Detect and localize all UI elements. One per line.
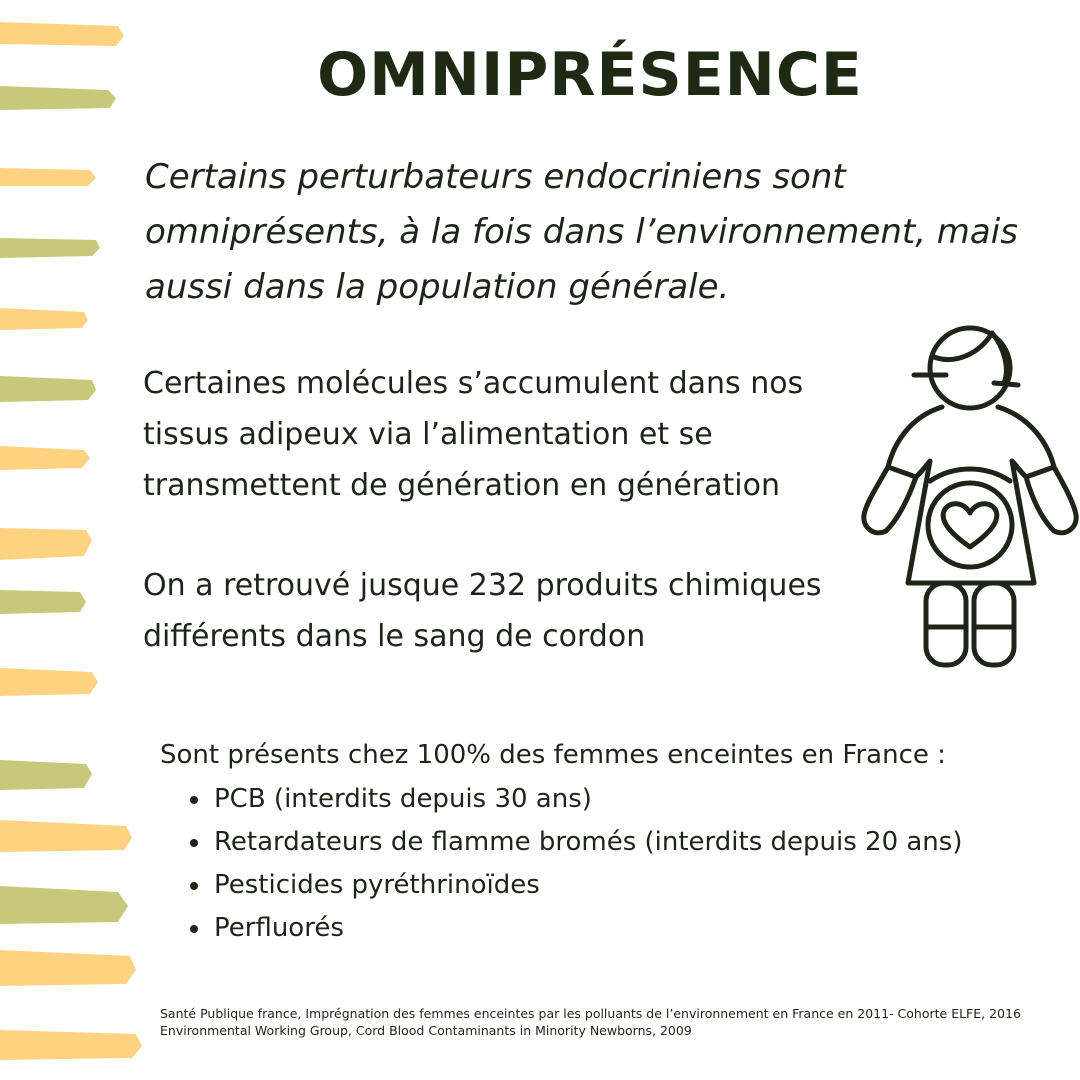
brush-stroke-yellow	[0, 668, 98, 696]
brush-stroke-green	[0, 760, 92, 790]
brush-stroke-green	[0, 886, 128, 924]
substance-list	[160, 778, 1060, 950]
brush-stroke-green	[0, 376, 96, 402]
intro-text: Certains perturbateurs endocriniens sont omniprésents, à la fois dans l’environnement, mais aussi dans la population générale.	[145, 157, 1018, 307]
page-title: OMNIPRÉSENCE	[317, 40, 863, 110]
brush-stroke-yellow	[0, 168, 96, 186]
brush-stroke-yellow	[0, 1030, 142, 1060]
brush-stroke-yellow	[0, 528, 92, 560]
list-item: • Retardateurs de flamme bromés (interdits depuis 20 ans)	[212, 821, 1060, 864]
brush-stroke-yellow	[0, 308, 88, 330]
source-citation: Santé Publique france, Imprégnation des femmes enceintes par les polluants de l’environnement en France en 2011- Cohorte ELFE, 2016	[160, 1006, 1021, 1021]
decorative-brush-strokes	[0, 0, 160, 1080]
paragraph-cord-blood: On a retrouvé jusque 232 produits chimiques différents dans le sang de cordon	[143, 568, 822, 654]
presence-section	[160, 736, 1060, 950]
pregnant-woman-heart-icon	[858, 325, 1080, 675]
brush-stroke-green	[0, 238, 100, 258]
paragraph-accumulation: Certaines molécules s’accumulent dans nos tissus adipeux via l’alimentation et se transmettent de génération en génération	[143, 366, 804, 503]
list-item: • Pesticides pyréthrinoïdes	[212, 864, 1060, 907]
brush-stroke-yellow	[0, 820, 132, 852]
sources	[160, 1005, 1065, 1039]
brush-stroke-green	[0, 590, 86, 614]
list-item: • PCB (interdits depuis 30 ans)	[212, 778, 1060, 821]
brush-stroke-yellow	[0, 446, 90, 470]
source-citation: Environmental Working Group, Cord Blood Contaminants in Minority Newborns, 2009	[160, 1023, 692, 1038]
brush-stroke-yellow	[0, 950, 136, 986]
list-item: • Perfluorés	[212, 907, 1060, 950]
presence-heading: Sont présents chez 100% des femmes enceintes en France :	[160, 740, 946, 770]
